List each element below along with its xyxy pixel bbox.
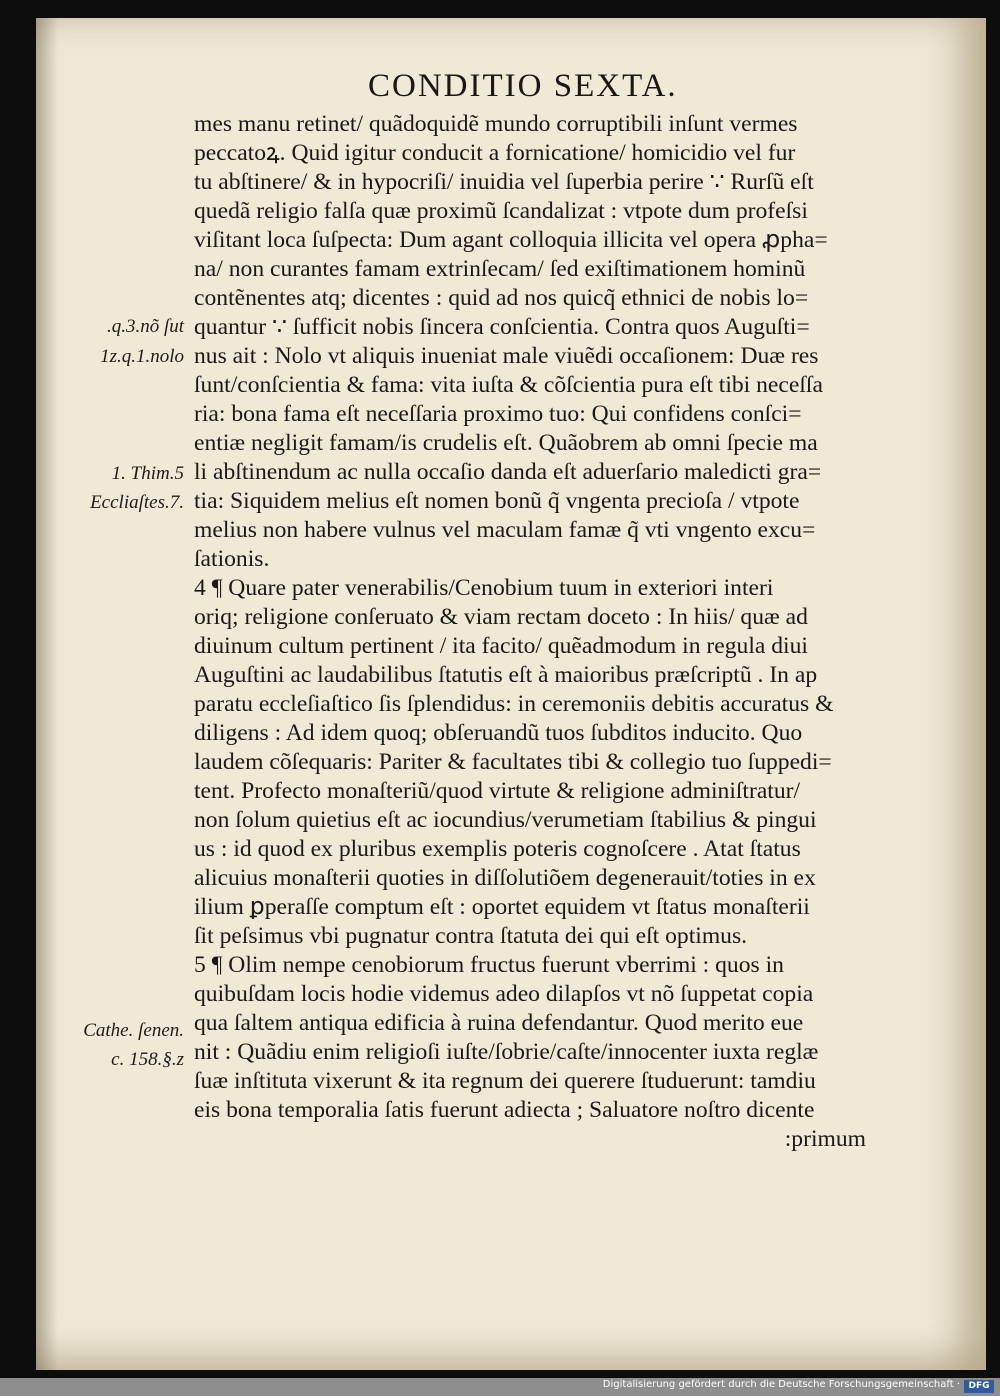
text-line: diuinum cultum pertinent / ita facito/ quẽadmodum in regula diui	[194, 633, 808, 659]
text-line: viſitant loca ſuſpecta: Dum agant colloquia illicita vel opera ꝓpha=	[194, 227, 828, 253]
text-line: li abſtinendum ac nulla occaſio danda eſt aduerſario maledicti gra=	[194, 459, 822, 485]
text-line: nus ait : Nolo vt aliquis inueniat male viuẽdi occaſionem: Duæ res	[194, 343, 819, 369]
funding-credit: Digitalisierung gefördert durch die Deutsche Forschungsgemeinschaft ·	[602, 1379, 960, 1390]
text-line: na/ non curantes famam extrinſecam/ ſed exiſtimationem hominũ	[194, 256, 806, 282]
text-line: ſit peſsimus vbi pugnatur contra ſtatuta dei qui eſt optimus.	[194, 923, 748, 949]
text-line: nit : Quãdiu enim religioſi iuſte/ſobrie/caſte/innocenter iuxta reglæ	[194, 1039, 819, 1065]
margin-note: .q.3.nõ ſut	[106, 316, 184, 337]
text-line: non ſolum quietius eſt ac iocundius/verumetiam ſtabilius & pingui	[194, 807, 817, 833]
running-head: CONDITIO SEXTA.	[368, 68, 678, 104]
main-text-block	[194, 110, 894, 1154]
text-line: tu abſtinere/ & in hypocriſi/ inuidia vel ſuperbia perire ∵ Rurſũ eſt	[194, 169, 814, 195]
text-line: tia: Siquidem melius eſt nomen bonũ q̃ vngenta precioſa / vtpote	[194, 488, 800, 514]
catchword: :primum	[784, 1126, 866, 1152]
text-line: tent. Profecto monaſteriũ/quod virtute & religione adminiſtratur/	[194, 778, 801, 804]
dfg-logo: DFG	[964, 1380, 994, 1393]
text-line: paratu eccleſiaſtico ſis ſplendidus: in ceremoniis debitis accuratus &	[194, 691, 834, 717]
text-line: mes manu retinet/ quãdoquidẽ mundo corruptibili inſunt vermes	[194, 111, 798, 137]
text-line: peccatoꝝ. Quid igitur conducit a fornicatione/ homicidio vel fur	[194, 140, 796, 166]
text-line: eis bona temporalia ſatis fuerunt adiecta ; Saluatore noſtro dicente	[194, 1097, 815, 1123]
text-line: quibuſdam locis hodie videmus adeo dilapſos vt nõ ſuppetat copia	[194, 981, 814, 1007]
margin-note: Cathe. ſenen.	[83, 1020, 184, 1041]
text-line: quantur ∵ ſufficit nobis ſincera conſcientia. Contra quos Auguſti=	[194, 314, 810, 340]
text-line: ſuæ inſtituta vixerunt & ita regnum dei querere ſtuduerunt: tamdiu	[194, 1068, 816, 1094]
text-line: ria: bona fama eſt neceſſaria proximo tuo: Qui confidens conſci=	[194, 401, 802, 427]
text-line: laudem cõſequaris: Pariter & facultates tibi & collegio tuo ſuppedi=	[194, 749, 832, 775]
margin-note: c. 158.§.z	[111, 1049, 184, 1070]
text-line: Auguſtini ac laudabilibus ſtatutis eſt à maioribus præſcriptũ . In ap	[194, 662, 818, 688]
text-line: oriq; religione conſeruato & viam rectam doceto : In hiis/ quæ ad	[194, 604, 808, 630]
text-line: ilium ꝑperaſſe comptum eſt : oportet equidem vt ſtatus monaſterii	[194, 894, 810, 920]
text-line: melius non habere vulnus vel maculam famæ q̃ vti vngento excu=	[194, 517, 816, 543]
text-line: 5 ¶ Olim nempe cenobiorum fructus fuerunt vberrimi : quos in	[194, 952, 784, 978]
text-line: alicuius monaſterii quoties in diſſolutiõem degenerauit/toties in ex	[194, 865, 816, 891]
text-line: qua ſaltem antiqua edificia à ruina defendantur. Quod merito eue	[194, 1010, 804, 1036]
text-line: ſunt/conſcientia & fama: vita iuſta & cõſcientia pura eſt tibi neceſſa	[194, 372, 823, 398]
text-line: quedã religio falſa quæ proximũ ſcandalizat : vtpote dum profeſsi	[194, 198, 808, 224]
margin-note: 1z.q.1.nolo	[100, 346, 184, 367]
text-line: 4 ¶ Quare pater venerabilis/Cenobium tuum in exteriori interi	[194, 575, 774, 601]
margin-note: Eccliaſtes.7.	[90, 492, 184, 513]
footer-bar	[0, 1378, 1000, 1396]
text-line: us : id quod ex pluribus exemplis poteris cognoſcere . Atat ſtatus	[194, 836, 801, 862]
text-line: diligens : Ad idem quoq; obſeruandũ tuos ſubditos inducito. Quo	[194, 720, 803, 746]
margin-note: 1. Thim.5	[111, 463, 184, 484]
text-line: ſationis.	[194, 546, 270, 572]
text-line: contẽnentes atq; dicentes : quid ad nos quicq̃ ethnici de nobis lo=	[194, 285, 809, 311]
text-line: entiæ negligit famam/is crudelis eſt. Quãobrem ab omni ſpecie ma	[194, 430, 818, 456]
